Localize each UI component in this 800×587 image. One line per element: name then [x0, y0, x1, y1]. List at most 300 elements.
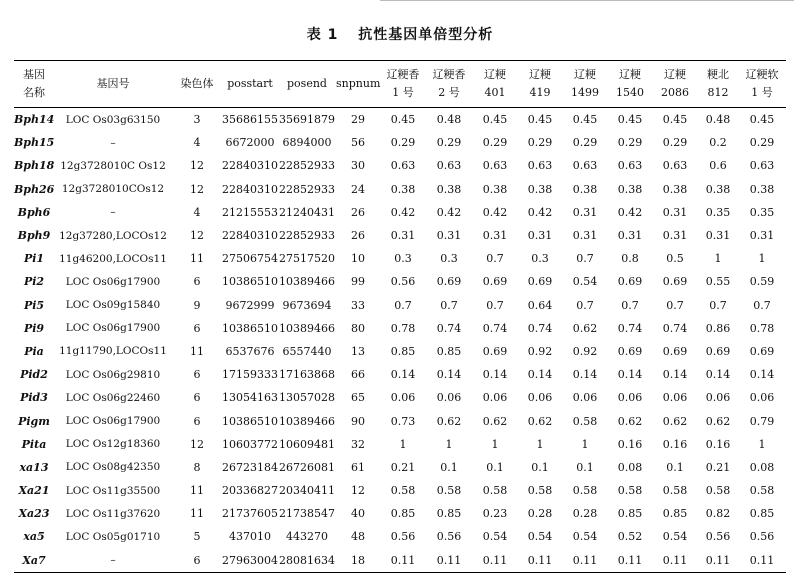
column-header-line-1: snpnum: [336, 77, 381, 90]
gene-name-cell: Pita: [21, 437, 47, 451]
gene-id-cell: LOC Os08g42350: [65, 461, 161, 474]
table-cell: 0.56: [390, 530, 416, 544]
table-cell: 1: [491, 437, 499, 451]
table-cell: 0.56: [749, 530, 775, 544]
table-cell: 0.62: [617, 414, 643, 428]
gene-name-cell: Pia: [24, 344, 44, 358]
table-row: [14, 479, 786, 502]
table-cell: 0.85: [436, 344, 462, 358]
table-cell: 0.63: [527, 159, 553, 173]
table-cell: 0.62: [572, 321, 598, 335]
table-cell: 0.28: [527, 507, 553, 521]
table-cell: 0.7: [576, 252, 594, 266]
table-cell: 6: [193, 368, 201, 382]
gene-id-cell: LOC Os06g29810: [65, 368, 161, 381]
column-header-line-2: 1 号: [392, 86, 414, 99]
table-cell: 0.29: [436, 136, 462, 150]
gene-id-cell: LOC Os09g15840: [65, 299, 161, 312]
table-cell: 6: [193, 553, 201, 567]
table-cell: 5: [193, 530, 201, 544]
column-header: [562, 61, 608, 108]
table-cell: 0.06: [482, 391, 508, 405]
gene-name-cell: Xa21: [18, 484, 50, 498]
table-cell: 0.06: [436, 391, 462, 405]
table-row: [14, 363, 786, 386]
gene-id-cell: LOC Os11g35500: [65, 484, 161, 497]
table-cell: 1: [714, 252, 722, 266]
table-cell: 0.69: [749, 344, 775, 358]
table-cell: 0.74: [482, 321, 508, 335]
table-cell: 21240431: [279, 205, 335, 219]
table-cell: 12: [190, 229, 204, 243]
gene-name-cell: Pi9: [23, 321, 45, 335]
table-cell: 28081634: [279, 553, 335, 567]
table-cell: 24: [351, 182, 365, 196]
table-cell: 80: [351, 321, 365, 335]
table-cell: 22852933: [279, 159, 335, 173]
table-caption: 抗性基因单倍型分析: [358, 27, 494, 43]
table-cell: 22852933: [279, 229, 335, 243]
table-cell: 11: [190, 252, 204, 266]
table-cell: 21738547: [279, 507, 335, 521]
column-header-line-1: 粳北: [707, 68, 729, 81]
table-cell: 0.48: [705, 113, 731, 127]
table-cell: 12: [351, 484, 365, 498]
table-cell: 0.06: [749, 391, 775, 405]
column-header-line-2: 1499: [571, 86, 599, 99]
table-cell: 0.42: [617, 205, 643, 219]
table-cell: 0.31: [705, 229, 731, 243]
table-cell: 0.16: [617, 437, 643, 451]
table-cell: 10386510: [222, 321, 278, 335]
column-header-line-1: 辽粳: [529, 68, 551, 81]
table-row: [14, 456, 786, 479]
table-cell: 0.85: [662, 507, 688, 521]
gene-name-cell: Bph14: [14, 113, 55, 127]
table-cell: 0.31: [572, 229, 598, 243]
table-row: [14, 525, 786, 548]
table-cell: 6672000: [225, 136, 275, 150]
table-cell: 0.31: [482, 229, 508, 243]
table-cell: 0.06: [617, 391, 643, 405]
table-cell: 0.28: [572, 507, 598, 521]
table-cell: 0.58: [662, 484, 688, 498]
gene-id-cell: –: [110, 554, 116, 567]
table-cell: 0.38: [617, 182, 643, 196]
column-header-line-1: 辽粳香: [386, 68, 420, 81]
table-cell: 27963004: [222, 553, 278, 567]
table-cell: 6: [193, 275, 201, 289]
table-cell: 0.11: [390, 553, 416, 567]
gene-name-cell: Xa23: [18, 507, 50, 521]
table-cell: 0.14: [390, 368, 416, 382]
gene-id-cell: 12g3728010C Os12: [60, 159, 166, 172]
table-cell: 0.1: [576, 460, 594, 474]
table-cell: 4: [193, 136, 201, 150]
table-cell: 32: [351, 437, 365, 451]
gene-id-cell: LOC Os06g22460: [65, 391, 161, 404]
column-header-line-2: 1 号: [751, 86, 773, 99]
table-cell: 1: [581, 437, 589, 451]
table-cell: 0.54: [572, 530, 598, 544]
table-cell: 0.38: [572, 182, 598, 196]
column-header-line-2: 812: [707, 86, 729, 99]
table-cell: 0.45: [390, 113, 416, 127]
table-cell: 12: [190, 182, 204, 196]
table-cell: 9672999: [225, 298, 275, 312]
table-cell: 33: [351, 298, 365, 312]
table-cell: 0.29: [749, 136, 775, 150]
table-cell: 21737605: [222, 507, 278, 521]
table-row: [14, 433, 786, 456]
gene-name-cell: xa13: [19, 460, 49, 474]
table-cell: 0.45: [482, 113, 508, 127]
column-header-line-1: 辽粳: [664, 68, 686, 81]
table-cell: 0.58: [705, 484, 731, 498]
column-header-line-1: 辽粳软: [745, 68, 779, 81]
table-cell: 0.1: [486, 460, 504, 474]
table-cell: 22852933: [279, 182, 335, 196]
table-row: [14, 549, 786, 573]
table-cell: 0.56: [436, 530, 462, 544]
table-cell: 0.11: [436, 553, 462, 567]
table-cell: 6894000: [282, 136, 332, 150]
table-cell: 0.73: [390, 414, 416, 428]
table-cell: 0.7: [621, 298, 639, 312]
table-cell: 0.11: [482, 553, 508, 567]
table-cell: 0.63: [482, 159, 508, 173]
table-row: [14, 340, 786, 363]
table-row: [14, 131, 786, 154]
table-cell: 6557440: [282, 344, 332, 358]
table-cell: 0.85: [617, 507, 643, 521]
table-cell: 0.58: [749, 484, 775, 498]
table-cell: 0.69: [662, 344, 688, 358]
table-cell: 13054163: [222, 391, 278, 405]
table-cell: 6: [193, 391, 201, 405]
table-cell: 0.29: [482, 136, 508, 150]
table-cell: 26: [351, 205, 365, 219]
table-cell: 18: [351, 553, 365, 567]
gene-name-cell: Bph26: [14, 182, 55, 196]
table-cell: 0.58: [617, 484, 643, 498]
table-cell: 27517520: [279, 252, 335, 266]
table-cell: 0.14: [705, 368, 731, 382]
table-cell: 0.63: [749, 159, 775, 173]
table-cell: 0.58: [390, 484, 416, 498]
table-cell: 0.38: [436, 182, 462, 196]
table-cell: 0.42: [527, 205, 553, 219]
table-row: [14, 154, 786, 177]
table-cell: 0.31: [662, 205, 688, 219]
column-header: [652, 61, 698, 108]
table-cell: 0.69: [705, 344, 731, 358]
table-cell: 0.14: [572, 368, 598, 382]
table-cell: 0.29: [617, 136, 643, 150]
table-cell: 0.58: [527, 484, 553, 498]
table-cell: 0.16: [662, 437, 688, 451]
table-cell: 0.31: [749, 229, 775, 243]
gene-name-cell: xa5: [23, 530, 45, 544]
table-cell: 22840310: [222, 159, 278, 173]
column-header-line-2: 1540: [616, 86, 644, 99]
table-cell: 0.69: [662, 275, 688, 289]
table-cell: 0.14: [482, 368, 508, 382]
table-cell: 1: [758, 437, 766, 451]
column-header-line-1: posstart: [227, 77, 273, 90]
gene-id-cell: LOC Os06g17900: [65, 275, 161, 288]
column-header: [172, 61, 222, 108]
table-cell: 0.3: [531, 252, 549, 266]
table-cell: 10389466: [279, 414, 335, 428]
gene-id-cell: –: [110, 206, 116, 219]
table-cell: 0.63: [390, 159, 416, 173]
table-cell: 0.08: [617, 460, 643, 474]
column-header: [380, 61, 426, 108]
table-cell: 0.56: [390, 275, 416, 289]
table-cell: 0.14: [662, 368, 688, 382]
table-cell: 0.62: [482, 414, 508, 428]
table-cell: 0.74: [662, 321, 688, 335]
gene-id-cell: LOC Os05g01710: [65, 530, 161, 543]
table-cell: 0.14: [436, 368, 462, 382]
column-header: [518, 61, 562, 108]
table-cell: 0.38: [390, 182, 416, 196]
gene-name-cell: Pi2: [23, 275, 45, 289]
table-cell: 22840310: [222, 182, 278, 196]
table-cell: 40: [351, 507, 365, 521]
table-row: [14, 502, 786, 525]
table-cell: 0.85: [436, 507, 462, 521]
table-cell: 4: [193, 205, 201, 219]
column-header-line-1: 辽粳: [484, 68, 506, 81]
table-cell: 0.86: [705, 321, 731, 335]
table-cell: 0.45: [749, 113, 775, 127]
table-cell: 0.2: [709, 136, 727, 150]
table-cell: 26726081: [279, 460, 335, 474]
table-cell: 0.11: [662, 553, 688, 567]
page-header-rule: [380, 0, 794, 7]
gene-id-cell: LOC Os06g17900: [65, 322, 161, 335]
column-header-line-1: 基因号: [96, 77, 130, 90]
column-header: [222, 61, 278, 108]
table-cell: 0.63: [436, 159, 462, 173]
table-cell: 8: [193, 460, 201, 474]
table-cell: 20336827: [222, 484, 278, 498]
table-row: [14, 317, 786, 340]
table-cell: 0.06: [390, 391, 416, 405]
gene-name-cell: Pid2: [20, 368, 48, 382]
table-cell: 11: [190, 484, 204, 498]
table-cell: 0.62: [662, 414, 688, 428]
table-cell: 0.69: [482, 275, 508, 289]
table-row: [14, 201, 786, 224]
table-cell: 0.62: [527, 414, 553, 428]
table-cell: 0.85: [749, 507, 775, 521]
gene-name-cell: Bph18: [14, 159, 55, 173]
table-row: [14, 294, 786, 317]
table-cell: 17159333: [222, 368, 278, 382]
column-header-line-2: 419: [529, 86, 551, 99]
gene-name-cell: Pid3: [20, 391, 48, 405]
table-cell: 0.31: [572, 205, 598, 219]
column-header: [54, 61, 172, 108]
table-cell: 0.54: [662, 530, 688, 544]
table-cell: 0.85: [390, 507, 416, 521]
table-cell: 0.31: [662, 229, 688, 243]
gene-name-cell: Bph15: [14, 136, 55, 150]
table-cell: 0.45: [572, 113, 598, 127]
table-cell: 30: [351, 159, 365, 173]
table-cell: 0.85: [390, 344, 416, 358]
column-header: [698, 61, 738, 108]
table-cell: 0.69: [527, 275, 553, 289]
table-cell: 0.35: [749, 205, 775, 219]
gene-name-cell: Bph6: [17, 205, 51, 219]
column-header-line-1: 基因: [23, 68, 45, 81]
table-cell: 0.11: [572, 553, 598, 567]
table-cell: 0.62: [436, 414, 462, 428]
column-header: [608, 61, 652, 108]
table-cell: 26723184: [222, 460, 278, 474]
table-cell: 11: [190, 507, 204, 521]
table-cell: 0.29: [572, 136, 598, 150]
table-cell: 0.06: [662, 391, 688, 405]
table-cell: 0.29: [390, 136, 416, 150]
table-cell: 0.69: [482, 344, 508, 358]
table-cell: 0.7: [709, 298, 727, 312]
table-row: [14, 247, 786, 270]
table-cell: 90: [351, 414, 365, 428]
table-row: [14, 386, 786, 409]
column-header-line-1: 染色体: [180, 77, 214, 90]
table-cell: 65: [351, 391, 365, 405]
table-cell: 10389466: [279, 275, 335, 289]
table-cell: 0.14: [527, 368, 553, 382]
gene-id-cell: LOC Os06g17900: [65, 415, 161, 428]
table-header-row: [14, 61, 786, 108]
table-cell: 10609481: [279, 437, 335, 451]
table-number: 表 1: [306, 27, 339, 43]
table-cell: 0.3: [394, 252, 412, 266]
table-cell: 0.38: [662, 182, 688, 196]
table-cell: 9: [193, 298, 201, 312]
table-cell: 26: [351, 229, 365, 243]
table-row: [14, 224, 786, 247]
table-cell: 0.58: [572, 414, 598, 428]
table-cell: 0.11: [749, 553, 775, 567]
table-cell: 0.92: [527, 344, 553, 358]
table-cell: 0.42: [390, 205, 416, 219]
table-cell: 0.69: [436, 275, 462, 289]
table-cell: 0.7: [440, 298, 458, 312]
table-cell: 0.38: [527, 182, 553, 196]
table-cell: 0.58: [572, 484, 598, 498]
table-cell: 0.06: [705, 391, 731, 405]
gene-name-cell: Pi5: [23, 298, 45, 312]
table-cell: 0.52: [617, 530, 643, 544]
table-cell: 0.69: [617, 344, 643, 358]
table-cell: 3: [193, 113, 201, 127]
gene-name-cell: Xa7: [22, 553, 46, 567]
table-cell: 0.74: [617, 321, 643, 335]
table-cell: 20340411: [279, 484, 335, 498]
table-cell: 56: [351, 136, 365, 150]
gene-name-cell: Pi1: [23, 252, 45, 266]
table-cell: 0.69: [617, 275, 643, 289]
table-cell: 0.11: [705, 553, 731, 567]
table-cell: 0.58: [482, 484, 508, 498]
table-cell: 10386510: [222, 414, 278, 428]
gene-id-cell: 11g46200,LOCOs11: [59, 252, 167, 265]
table-cell: 11: [190, 344, 204, 358]
column-header-line-1: 辽粳: [574, 68, 596, 81]
table-cell: 99: [351, 275, 365, 289]
table-cell: 21215553: [222, 205, 278, 219]
table-cell: 0.38: [482, 182, 508, 196]
table-cell: 0.74: [527, 321, 553, 335]
table-cell: 0.7: [753, 298, 771, 312]
table-cell: 0.63: [617, 159, 643, 173]
column-header: [472, 61, 518, 108]
table-cell: 0.78: [749, 321, 775, 335]
gene-name-cell: Bph9: [17, 229, 51, 243]
table-cell: 0.31: [436, 229, 462, 243]
column-header-line-2: 401: [484, 86, 506, 99]
table-cell: 35691879: [279, 113, 335, 127]
table-cell: 0.31: [617, 229, 643, 243]
table-cell: 0.64: [527, 298, 553, 312]
table-cell: 0.16: [705, 437, 731, 451]
table-cell: 61: [351, 460, 365, 474]
table-cell: 0.31: [527, 229, 553, 243]
table-cell: 0.7: [486, 298, 504, 312]
table-cell: 0.55: [705, 275, 731, 289]
table-cell: 12: [190, 159, 204, 173]
gene-id-cell: 12g3728010COs12: [61, 183, 165, 196]
table-cell: 0.54: [572, 275, 598, 289]
table-cell: 0.06: [572, 391, 598, 405]
table-cell: 0.23: [482, 507, 508, 521]
table-cell: 6: [193, 321, 201, 335]
gene-id-cell: LOC Os03g63150: [65, 113, 161, 126]
gene-id-cell: LOC Os12g18360: [65, 438, 161, 451]
table-cell: 0.14: [617, 368, 643, 382]
table-cell: 0.74: [436, 321, 462, 335]
table-row: [14, 270, 786, 293]
column-header-line-2: 名称: [23, 86, 45, 99]
table-row: [14, 409, 786, 432]
table-cell: 0.7: [394, 298, 412, 312]
haplotype-table: [14, 60, 786, 573]
column-header-line-1: 辽粳香: [432, 68, 466, 81]
table-cell: 0.1: [666, 460, 684, 474]
table-cell: 0.62: [705, 414, 731, 428]
table-cell: 0.48: [436, 113, 462, 127]
column-header: [738, 61, 786, 108]
table-cell: 0.8: [621, 252, 639, 266]
table-cell: 6537676: [225, 344, 275, 358]
table-cell: 9673694: [282, 298, 332, 312]
column-header-line-1: 辽粳: [619, 68, 641, 81]
table-cell: 443270: [286, 530, 328, 544]
table-cell: 0.58: [436, 484, 462, 498]
table-cell: 13: [351, 344, 365, 358]
table-cell: 0.63: [572, 159, 598, 173]
table-cell: 1: [445, 437, 453, 451]
gene-id-cell: 11g11790,LOCOs11: [59, 345, 167, 358]
table-cell: 1: [399, 437, 407, 451]
